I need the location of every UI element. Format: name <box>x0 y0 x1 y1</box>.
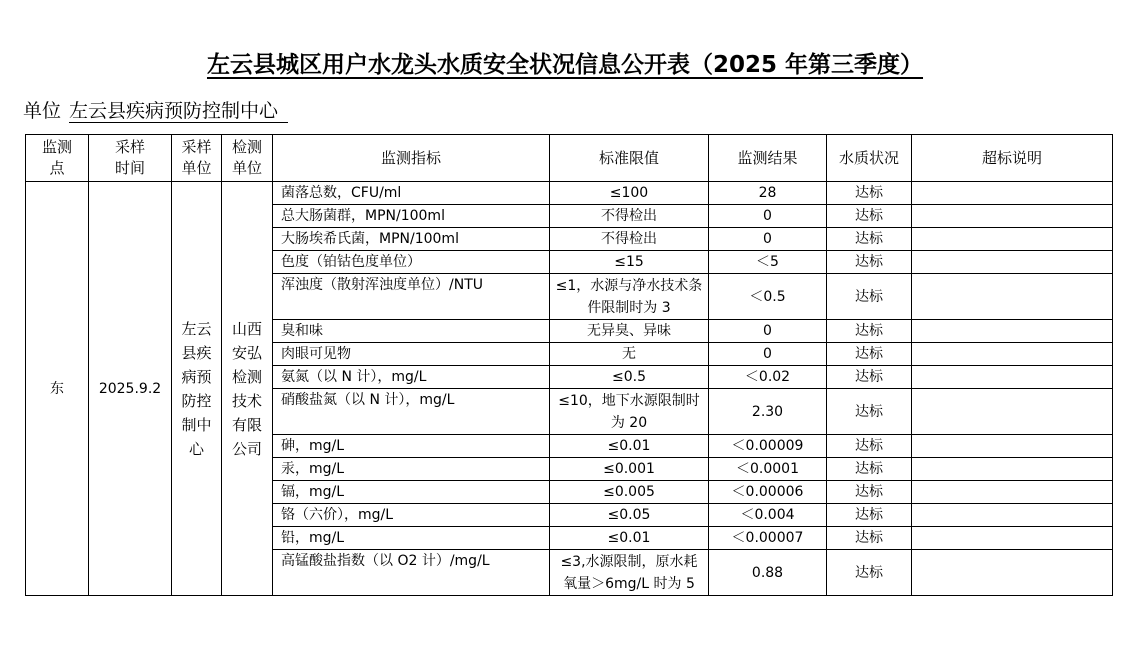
site-cell: 东 <box>26 182 89 596</box>
status-cell: 达标 <box>827 389 912 435</box>
note-cell <box>912 274 1113 320</box>
note-cell <box>912 435 1113 458</box>
note-cell <box>912 182 1113 205</box>
indicator-cell: 氨氮（以 N 计），mg/L <box>273 366 550 389</box>
status-cell: 达标 <box>827 182 912 205</box>
status-cell: 达标 <box>827 343 912 366</box>
status-cell: 达标 <box>827 458 912 481</box>
indicator-cell: 高锰酸盐指数（以 O2 计）/mg/L <box>273 550 550 596</box>
header-indicator: 监测指标 <box>273 135 550 182</box>
indicator-cell: 镉，mg/L <box>273 481 550 504</box>
header-limit: 标准限值 <box>550 135 709 182</box>
note-cell <box>912 228 1113 251</box>
status-cell: 达标 <box>827 435 912 458</box>
limit-cell: ≤100 <box>550 182 709 205</box>
result-cell: 0.88 <box>709 550 827 596</box>
limit-cell: ≤0.5 <box>550 366 709 389</box>
status-cell: 达标 <box>827 527 912 550</box>
result-cell: ＜0.5 <box>709 274 827 320</box>
indicator-cell: 浑浊度（散射浑浊度单位）/NTU <box>273 274 550 320</box>
result-cell: 28 <box>709 182 827 205</box>
indicator-cell: 砷，mg/L <box>273 435 550 458</box>
status-cell: 达标 <box>827 228 912 251</box>
header-status: 水质状况 <box>827 135 912 182</box>
limit-cell: 无 <box>550 343 709 366</box>
header-note: 超标说明 <box>912 135 1113 182</box>
indicator-cell: 色度（铂钴色度单位） <box>273 251 550 274</box>
header-sampler: 采样单位 <box>172 135 222 182</box>
result-cell: 2.30 <box>709 389 827 435</box>
header-result: 监测结果 <box>709 135 827 182</box>
result-cell: ＜0.004 <box>709 504 827 527</box>
note-cell <box>912 550 1113 596</box>
limit-cell: ≤10，地下水源限制时为 20 <box>550 389 709 435</box>
note-cell <box>912 251 1113 274</box>
date-cell: 2025.9.2 <box>89 182 172 596</box>
indicator-cell: 总大肠菌群，MPN/100ml <box>273 205 550 228</box>
status-cell: 达标 <box>827 504 912 527</box>
status-cell: 达标 <box>827 366 912 389</box>
limit-cell: ≤15 <box>550 251 709 274</box>
note-cell <box>912 366 1113 389</box>
limit-cell: ≤3,水源限制，原水耗氧量＞6mg/L 时为 5 <box>550 550 709 596</box>
note-cell <box>912 343 1113 366</box>
page-title: 左云县城区用户水龙头水质安全状况信息公开表（2025 年第三季度） <box>206 52 924 78</box>
limit-cell: ≤0.05 <box>550 504 709 527</box>
indicator-cell: 肉眼可见物 <box>273 343 550 366</box>
status-cell: 达标 <box>827 481 912 504</box>
limit-cell: ≤1，水源与净水技术条件限制时为 3 <box>550 274 709 320</box>
indicator-cell: 铬（六价），mg/L <box>273 504 550 527</box>
result-cell: ＜0.00007 <box>709 527 827 550</box>
unit-name: 左云县疾病预防控制中心 <box>69 100 288 123</box>
table-row <box>26 182 1113 205</box>
indicator-cell: 汞，mg/L <box>273 458 550 481</box>
result-cell: 0 <box>709 205 827 228</box>
note-cell <box>912 481 1113 504</box>
unit-label: 单位 <box>23 100 62 122</box>
tester-cell: 山西安弘检测技术有限公司 <box>222 182 273 596</box>
result-cell: ＜0.00009 <box>709 435 827 458</box>
note-cell <box>912 320 1113 343</box>
water-quality-table <box>25 134 1113 596</box>
limit-cell: 不得检出 <box>550 228 709 251</box>
header-time: 采样时间 <box>89 135 172 182</box>
result-cell: ＜0.02 <box>709 366 827 389</box>
unit-line <box>23 96 288 123</box>
limit-cell: ≤0.005 <box>550 481 709 504</box>
header-row <box>26 135 1113 182</box>
indicator-cell: 大肠埃希氏菌，MPN/100ml <box>273 228 550 251</box>
indicator-cell: 菌落总数，CFU/ml <box>273 182 550 205</box>
result-cell: ＜0.0001 <box>709 458 827 481</box>
status-cell: 达标 <box>827 550 912 596</box>
status-cell: 达标 <box>827 274 912 320</box>
limit-cell: 无异臭、异味 <box>550 320 709 343</box>
result-cell: 0 <box>709 343 827 366</box>
result-cell: 0 <box>709 228 827 251</box>
limit-cell: ≤0.01 <box>550 527 709 550</box>
limit-cell: ≤0.01 <box>550 435 709 458</box>
note-cell <box>912 458 1113 481</box>
result-cell: 0 <box>709 320 827 343</box>
header-site: 监测点 <box>26 135 89 182</box>
note-cell <box>912 527 1113 550</box>
indicator-cell: 铅，mg/L <box>273 527 550 550</box>
result-cell: ＜0.00006 <box>709 481 827 504</box>
result-cell: ＜5 <box>709 251 827 274</box>
status-cell: 达标 <box>827 251 912 274</box>
note-cell <box>912 504 1113 527</box>
indicator-cell: 臭和味 <box>273 320 550 343</box>
note-cell <box>912 389 1113 435</box>
status-cell: 达标 <box>827 320 912 343</box>
limit-cell: 不得检出 <box>550 205 709 228</box>
note-cell <box>912 205 1113 228</box>
header-tester: 检测单位 <box>222 135 273 182</box>
status-cell: 达标 <box>827 205 912 228</box>
indicator-cell: 硝酸盐氮（以 N 计），mg/L <box>273 389 550 435</box>
limit-cell: ≤0.001 <box>550 458 709 481</box>
sampler-cell: 左云县疾病预防控制中心 <box>172 182 222 596</box>
